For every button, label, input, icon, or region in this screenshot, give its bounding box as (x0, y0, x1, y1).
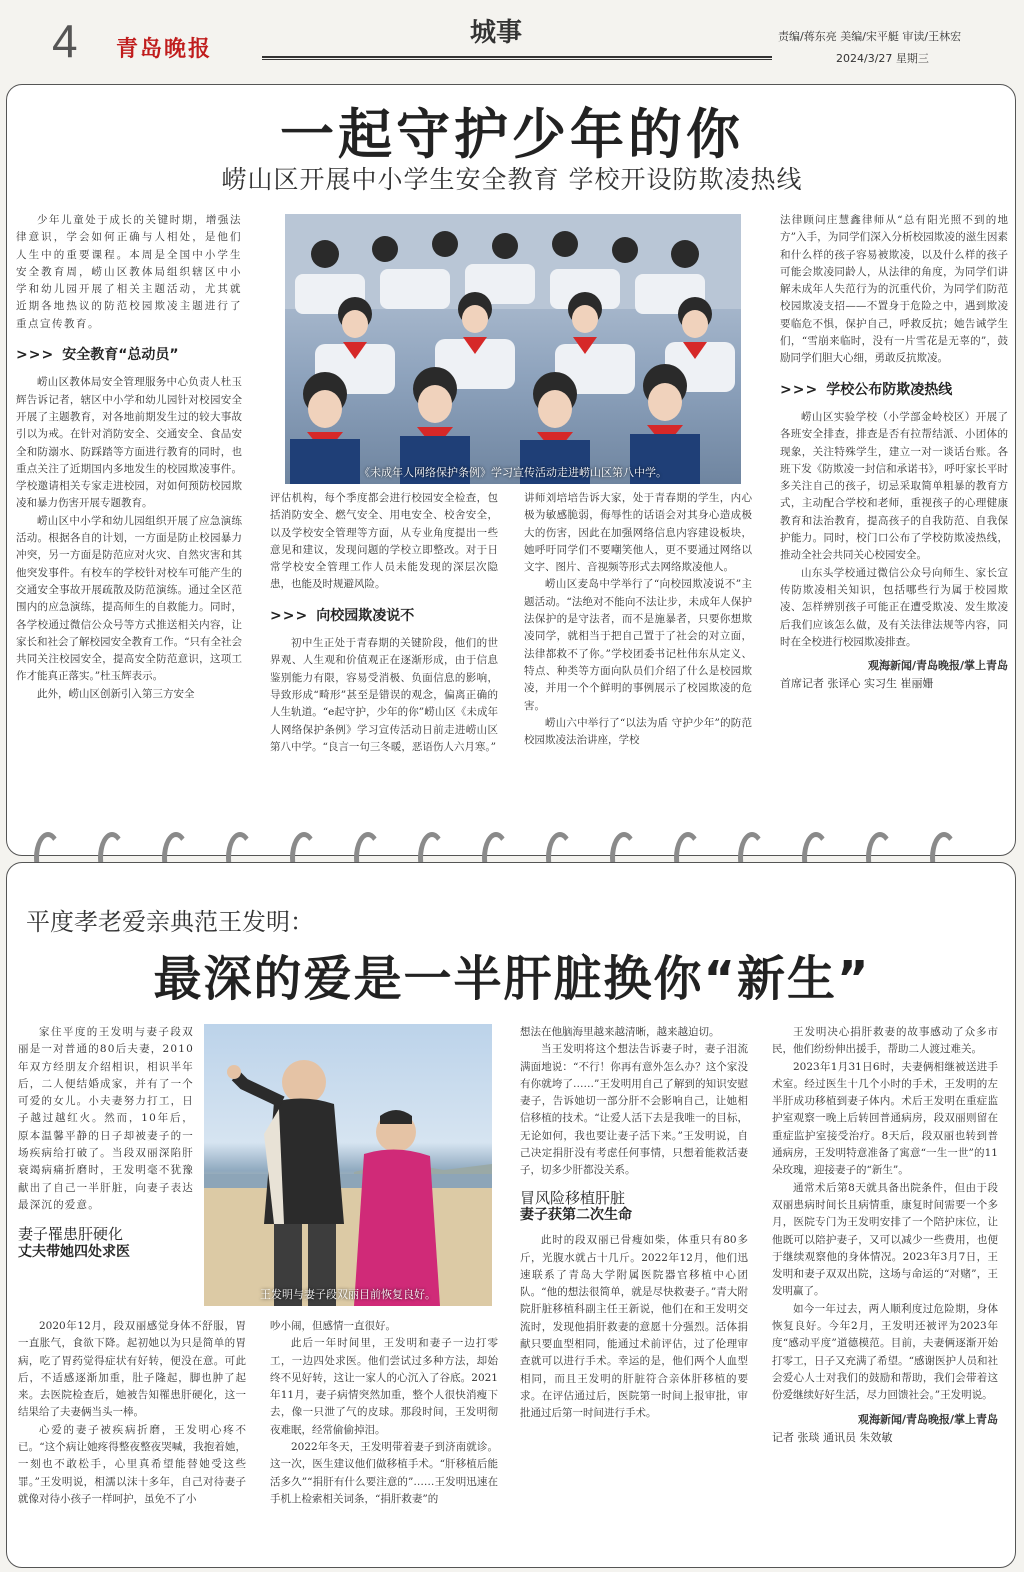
story1-col4 (780, 212, 1008, 820)
story2-subhead-2: 冒风险移植肝脏 妻子获第二次生命 (520, 1188, 632, 1223)
paragraph: 初中生正处于青春期的关键阶段，他们的世界观、人生观和价值观正在逐渐形成，由于信息鉴别能力有限，容易受消极、负面信息的影响，导致形成“畸形”甚至是错误的观念，偏离正确的人生轨道。“e起守护，少年的你”崂山区《未成年人网络保护条例》学习宣传活动日前走进崂山区第八中学。“良言一句三冬暖，恶语伤人六月寒。” (270, 637, 498, 753)
paragraph: 想法在他脑海里越来越清晰，越来越迫切。 (520, 1026, 720, 1038)
section-rule (262, 56, 772, 58)
story2-col2 (270, 1318, 498, 1554)
story2-photo-caption: 王发明与妻子段双丽目前恢复良好。 (260, 1288, 436, 1301)
paragraph: 当王发明将这个想法告诉妻子时，妻子泪流满面地说：“不行！你再有意外怎么办？这个家没有你就垮了……”王发明用自己了解到的知识安慰妻子，告诉她切一部分肝不会影响自己，让她相信移植的技术。“让爱人活下去是我唯一的目标，无论如何，我也要让妻子活下来。”王发明说，自己决定捐肝没有考虑任何事情，只想着能救活妻子，切多少肝都没关系。 (520, 1043, 748, 1177)
story2-col4 (772, 1024, 998, 1556)
story2-byline: 观海新闻/青岛晚报/掌上青岛 记者 张琰 通讯员 朱效敏 (772, 1412, 998, 1444)
paragraph: 此后一年时间里，王发明和妻子一边打零工，一边四处求医。他们尝试过多种方法，却始终不见好转，这让一家人的心沉入了谷底。2021年11月，妻子病情突然加重，整个人很快消瘦下去，像一只泄了气的皮球。那段时间，王发明彻夜难眠，经常偷偷掉泪。 (270, 1337, 498, 1436)
students-photo (285, 214, 741, 484)
section-rule-thin (262, 59, 772, 60)
story1-byline: 观海新闻/青岛晚报/掌上青岛 首席记者 张译心 实习生 崔丽姗 (780, 659, 1008, 691)
page-number: 4 (52, 15, 78, 67)
dateline: 2024/3/27 星期三 (836, 52, 929, 65)
story1-lead: 少年儿童处于成长的关键时期，增强法律意识，学会如何正确与人相处，是他们人生中的重要课程。本周是全国中小学生安全教育周，崂山区教体局组织辖区中小学和幼儿园开展了相关主题活动，尤其就近期各地热议的防范校园欺凌主题进行了重点宣传教育。 (16, 214, 242, 330)
paragraph: 崂山六中举行了“以法为盾 守护少年”的防范校园欺凌法治讲座，学校 (524, 716, 752, 747)
story1-headline: 一起守护少年的你 (280, 103, 744, 166)
story2-kicker: 平度孝老爱亲典范王发明： (26, 908, 314, 936)
story2-headline: 最深的爱是一半肝脏换你“新生” (153, 951, 871, 1007)
paragraph: 法律顾问庄慧鑫律师从“总有阳光照不到的地方”入手，为同学们深入分析校园欺凌的滋生因素和什么样的孩子容易被欺凌，以及什么样的孩子可能会欺凌同龄人，从法律的角度，为同学们讲解未成年人失范行为的沉重代价，为同学们防范校园欺凌支招——不置身于危险之中，遇到欺凌要临危不惧，保护自己，呼救反抗；她告诫学生们，“雪崩来临时，没有一片雪花是无辜的”，鼓励同学们胆大心细，勇敢反抗欺凌。 (780, 214, 1008, 365)
story1-col3 (524, 490, 752, 816)
couple-photo (204, 1024, 492, 1306)
story1-photo-caption: 《未成年人网络保护条例》学习宣传活动走进崂山区第八中学。 (359, 466, 667, 479)
paragraph: 通常术后第8天就具备出院条件，但由于段双丽患病时间长且病情重，康复时间需要一个多月，医院专门为王发明安排了一个陪护床位，让他既可以陪护妻子，又可以减少一些费用，也便于继续观察他的身体情况。2023年3月7日，王发明和妻子双双出院，这场与命运的“对赌”，王发明赢了。 (772, 1181, 998, 1298)
story1-col1 (16, 212, 242, 816)
paragraph: 评估机构，每个季度都会进行校园安全检查，包括消防安全、燃气安全、用电安全、校舍安全，以及学校安全管理等方面，从专业角度提出一些意见和建议，发现问题的学校立即整改。对于日常学校安全管理工作人员未能发现的深层次隐患，也能及时规避风险。 (270, 492, 498, 591)
paragraph: 讲师刘培培告诉大家，处于青春期的学生，内心极为敏感脆弱，侮辱性的话语会对其身心造成极大的伤害，因此在加强网络信息内容建设板块，她呼吁同学们不要嘲笑他人，更不要通过网络以文字、图片、音视频等形式去网络欺凌他人。 (524, 492, 752, 574)
story2-col3 (520, 1024, 748, 1554)
paragraph: 2022年冬天，王发明带着妻子到济南就诊。这一次，医生建议他们做移植手术。“肝移植后能活多久”“捐肝有什么要注意的”……王发明迅速在手机上检索相关词条，“捐肝救妻”的 (270, 1441, 498, 1505)
story1-subhead-2: >>> 向校园欺凌说不 (270, 607, 415, 624)
story1-subhead-3: >>> 学校公布防欺凌热线 (780, 381, 953, 398)
story1-col2 (270, 490, 498, 816)
story2-lead: 家住平度的王发明与妻子段双丽是一对普通的80后夫妻，2010年双方经朋友介绍相识，相识半年后，二人便结婚成家，并有了一个可爱的女儿。小夫妻努力打工，日子越过越红火。然而，10年后，原本温馨平静的日子却被妻子的一场疾病给打破了。当段双丽深陷肝衰竭病痛折磨时，王发明毫不犹豫献出了自己一半肝脏，向妻子表达最深沉的爱意。 (18, 1026, 194, 1211)
paragraph: 崂山区实验学校（小学部金岭校区）开展了各班安全排查，排查是否有拉帮结派、小团体的现象，关注特殊学生，建立一对一谈话台账。各班下发《防欺凌一封信和承诺书》，呼吁家长平时多关注自己的孩子，切忌采取简单粗暴的教育方式，主动配合学校和老师，重视孩子的心理健康教育和法治教育，提高孩子的自我防范、自我保护能力。同时，校门口公布了学校防欺凌热线，推动全社会共同关心校园安全。 (780, 410, 1008, 562)
story2-subhead-1: 妻子罹患肝硬化 丈夫带她四处求医 (18, 1225, 130, 1260)
paragraph: 2023年1月31日6时，夫妻俩相继被送进手术室。经过医生十几个小时的手术，王发明的左半肝成功移植到妻子体内。术后王发明在重症监护室观察一晚上后转回普通病房，段双丽则留在重症监护室接受治疗。8天后，段双丽也转到普通病房，王发明特意准备了寓意“一生一世”的11朵玫瑰，迎接妻子的“新生”。 (772, 1060, 998, 1177)
students-illustration (285, 214, 741, 484)
paragraph: 山东头学校通过微信公众号向师生、家长宣传防欺凌相关知识，包括哪些行为属于校园欺凌、怎样辨别孩子可能正在遭受欺凌、发生欺凌后我们应该怎么做，及有关法律法规等内容，同时在全校进行校园欺凌排查。 (780, 566, 1008, 648)
editor-credits: 责编/蒋东亮 美编/宋平艇 审读/王林宏 (778, 30, 962, 43)
paragraph: 此时的段双丽已骨瘦如柴，体重只有80多斤，光腹水就占十几斤。2022年12月，他们迅速联系了青岛大学附属医院器官移植中心团队。“他的想法很简单，就是尽快救妻子。”青大附院肝脏移植科副主任王新说，他们在和王发明交流时，发现他捐肝救妻的意愿十分强烈。活体捐献只要血型相同，能通过术前评估，过了伦理审查就可以进行手术。幸运的是，他们两个人血型相同，而且王发明的肝脏符合亲体肝移植的要求。在评估通过后，医院第一时间上报审批，审批通过后第一时间进行手术。 (520, 1234, 748, 1420)
section-title: 城事 (470, 18, 523, 48)
story2-col1b (18, 1318, 246, 1554)
paragraph: 崂山区中小学和幼儿园组织开展了应急演练活动。根据各自的计划，一方面是防止校园暴力冲突，另一方面是防范应对火灾、自然灾害和其他突发事件。有校车的学校针对校车可能产生的交通安全事故开展疏散及防范演练。通过全区范围内的应急演练，提高师生的自救能力。同时，各学校通过微信公众号等方式推送相关内容，让家长和社会了解校园安全教育工作。“只有全社会共同关注校园安全，提高安全防范意识，这项工作才能真正落实。”杜玉辉表示。 (16, 514, 242, 683)
paragraph: 吵小闹，但感情一直很好。 (270, 1320, 396, 1332)
paragraph: 心爱的妻子被疾病折磨，王发明心疼不已。“这个病让她疼得整夜整夜哭喊，我抱着她，一刻也不敢松手，心里真希望能替她受这些罪。”王发明说，相濡以沫十多年，自己对待妻子就像对待小孩子一样呵护，虽免不了小 (18, 1423, 246, 1505)
paper-logo: 青岛晚报 (116, 36, 213, 62)
paragraph: 崂山区教体局安全管理服务中心负责人杜玉辉告诉记者，辖区中小学和幼儿园针对校园安全开展了主题教育，对各地前期发生过的较大事故引以为戒。在针对消防安全、交通安全、食品安全和防溺水、防踩踏等方面进行教育的同时，也重点关注了近期国内多地发生的校园欺凌事件。学校邀请相关专家走进校园，对如何预防校园欺凌和暴力伤害开展专题教育。 (16, 376, 242, 510)
masthead (0, 0, 1024, 72)
paragraph: 2020年12月，段双丽感觉身体不舒服，胃一直胀气，食欲下降。起初她以为只是简单的胃病，吃了胃药觉得症状有好转，便没在意。可此后，不适感逐渐加重，肚子隆起，脚也肿了起来。去医院检查后，她被告知罹患肝硬化，这一结果给了夫妻俩当头一棒。 (18, 1320, 246, 1419)
paragraph: 王发明决心捐肝救妻的故事感动了众多市民，他们纷纷伸出援手，帮助二人渡过难关。 (772, 1026, 998, 1056)
paragraph: 此外，崂山区创新引入第三方安全 (37, 687, 195, 700)
couple-illustration (204, 1024, 492, 1306)
paragraph: 崂山区麦岛中学举行了“向校园欺凌说不”主题活动。“法绝对不能向不法让步，未成年人保护法保护的是守法者，而不是施暴者，只要你想欺凌同学，就相当于把自己置于了社会的对立面，法律都救不了你。”学校团委书记杜伟东从定义、特点、种类等方面向队员们介绍了什么是校园欺凌，并用一个个鲜明的事例展示了校园欺凌的危害。 (524, 578, 752, 712)
story1-subheadline: 崂山区开展中小学生安全教育 学校开设防欺凌热线 (221, 165, 803, 194)
paragraph: 如今一年过去，两人顺利度过危险期，身体恢复良好。今年2月，王发明还被评为2023年度“感动平度”道德模范。目前，夫妻俩逐渐开始打零工，日子又充满了希望。“感谢医护人员和社会爱心人士对我们的鼓励和帮助，我们会带着这份爱继续好好生活，尽力回馈社会。”王发明说。 (772, 1302, 998, 1402)
story1-subhead-1: >>> 安全教育“总动员” (16, 347, 179, 364)
